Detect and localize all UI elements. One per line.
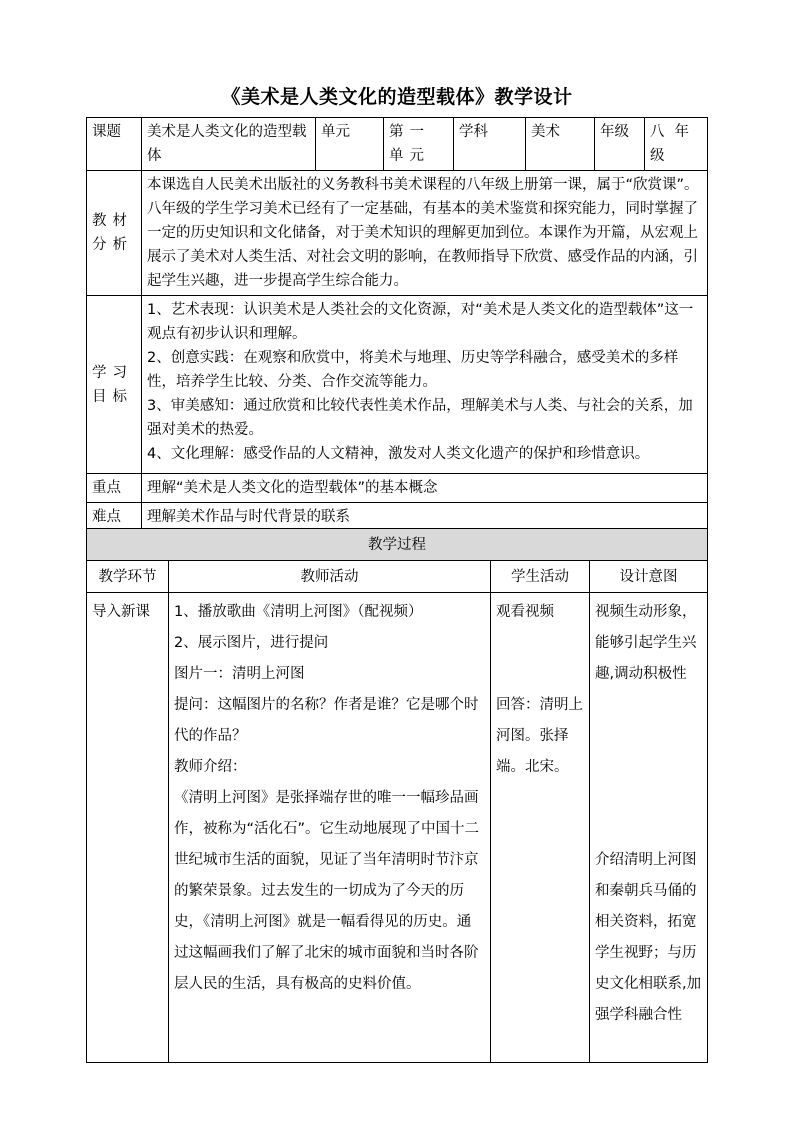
objective-item: 3、审美感知：通过欣赏和比较代表性美术作品，理解美术与人类、与社会的关系，加强对美术的热爱。 [147,398,693,438]
process-header: 教学过程 [87,529,708,561]
teacher-step: 2、展示图片，进行提问 [174,635,329,651]
teacher-activity [169,593,491,1063]
process-header-row [87,529,708,561]
unit-label: 单元 [316,118,384,171]
column-stage: 教学环节 [87,561,169,593]
course-value: 美术是人类文化的造型载体 [142,118,316,171]
info-table [86,117,708,532]
teacher-step: 《清明上河图》是张择端存世的唯一一幅珍品画作，被称为“活化石”。它生动地展现了中国十二世纪城市生活的面貌，见证了当年清明时节汴京的繁荣景象。过去发生的一切成为了今天的历史，《清明上河图》就是一幅看得见的历史。通过这幅画我们了解了北宋的城市面貌和当时各阶层人民的生活，具有极高的史料价值。 [174,790,480,992]
grade-label: 年级 [595,118,645,171]
column-teacher: 教师活动 [169,561,491,593]
objective-item: 2、创意实践：在观察和欣赏中，将美术与地理、历史等学科融合，感受美术的多样性，培养学生比较、分类、合作交流等能力。 [147,350,679,390]
column-student: 学生活动 [491,561,590,593]
teacher-step: 图片一：清明上河图 [174,666,305,682]
teacher-step: 提问：这幅图片的名称？作者是谁？它是哪个时代的作品？ [174,697,479,744]
column-header-row [87,561,708,593]
subject-label: 学科 [454,118,526,171]
process-table [86,528,708,1063]
column-intent: 设计意图 [590,561,708,593]
difficulty-label: 难点 [87,503,142,532]
teacher-step: 教师介绍： [174,759,247,775]
unit-value: 第一单元 [384,118,454,171]
intro-row [87,593,708,1063]
document-title: 《美术是人类文化的造型载体》教学设计 [221,86,573,108]
student-activity [491,593,590,1063]
intent-item: 介绍清明上河图和秦朝兵马俑的相关资料，拓宽学生视野；与历史文化相联系,加强学科融合性 [595,852,702,1023]
analysis-text: 本课选自人民美术出版社的义务教科书美术课程的八年级上册第一课，属于“欣赏课”。八年级的学生学习美术已经有了一定基础，有基本的美术鉴赏和探究能力，同时掌握了一定的历史知识和文化储备，对于美术知识的理解更加到位。本课作为开篇，从宏观上展示了美术对人类生活、对社会文明的影响，在教师指导下欣赏、感受作品的内涵，引起学生兴趣，进一步提高学生综合能力。 [142,171,708,296]
objectives-row [87,296,708,474]
objective-item: 4、文化理解：感受作品的人文精神，激发对人类文化遗产的保护和珍惜意识。 [147,446,650,462]
student-step: 观看视频 [496,604,554,620]
subject-value: 美术 [526,118,595,171]
student-step: 回答：清明上河图。张择端。北宋。 [496,697,583,775]
objective-item: 1、艺术表现：认识美术是人类社会的文化资源，对“美术是人类文化的造型载体”这一观点有初步认识和理解。 [147,302,694,342]
key-point-text: 理解“美术是人类文化的造型载体”的基本概念 [142,474,708,503]
analysis-label: 教材分析 [87,171,142,296]
design-intent [590,593,708,1063]
course-row [87,118,708,171]
objectives-label: 学习目标 [87,296,142,474]
analysis-row [87,171,708,296]
difficulty-text: 理解美术作品与时代背景的联系 [142,503,708,532]
teacher-step: 1、播放歌曲《清明上河图》（配视频） [174,604,423,620]
stage-cell: 导入新课 [87,593,169,1063]
key-point-row [87,474,708,503]
course-label: 课题 [87,118,142,171]
objectives-list [142,296,708,474]
intent-item: 视频生动形象，能够引起学生兴趣,调动积极性 [595,604,697,682]
grade-value: 八年级 [645,118,708,171]
key-point-label: 重点 [87,474,142,503]
